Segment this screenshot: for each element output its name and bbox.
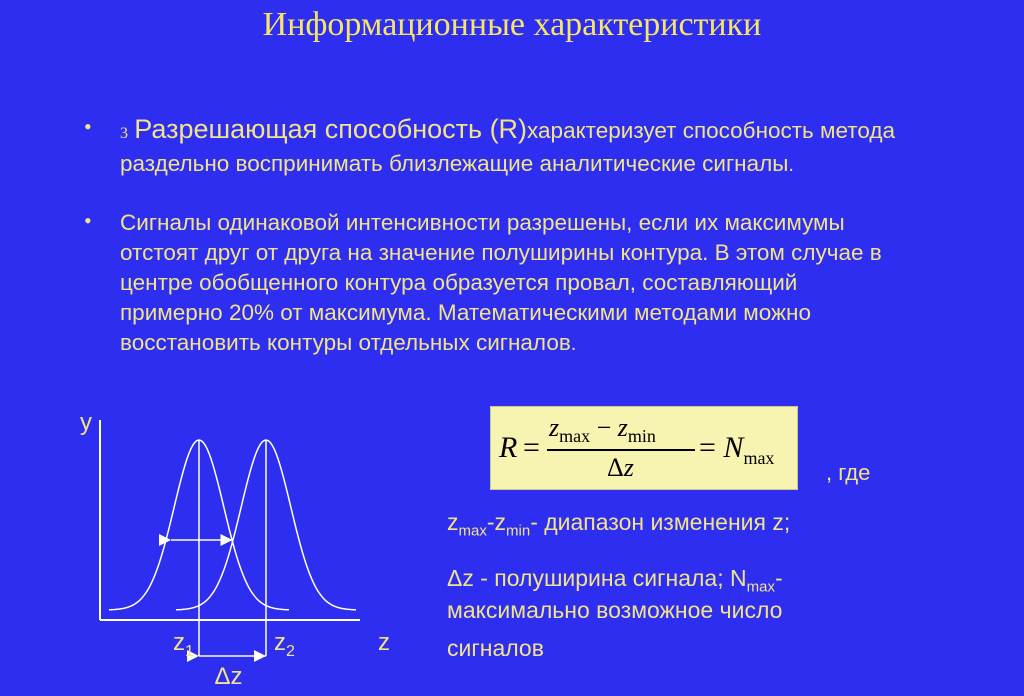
max-count-text: максимально возможное число xyxy=(447,597,783,623)
item-number: 3 xyxy=(120,125,128,142)
formula-denominator: Δz xyxy=(607,453,634,482)
y-axis-label: y xyxy=(80,409,92,436)
bullet-text xyxy=(120,208,904,359)
resolution-plot xyxy=(70,400,400,696)
resolution-formula xyxy=(490,406,798,490)
bullet-item xyxy=(84,114,904,180)
halfwidth-explanation: Δz - полуширина сигнала; $N_{max}-$ xyxy=(447,565,783,596)
bullet-text xyxy=(120,114,904,180)
where-text: , где xyxy=(826,460,871,485)
x-axis-label: z xyxy=(378,629,390,656)
resolution-explanation: Сигналы одинаковой интенсивности разрешены, если их максимумы отстоят друг от друга на значение полуширины контура. В этом случае в центре обобщенного контура образуется провал, составляющий примерно 20% от максимума. Математическими методами можно восстановить контуры отдельных сигналов xyxy=(120,210,882,355)
formula-rhs: = $N_{max}$ xyxy=(699,431,775,468)
term-resolution: Разрешающая способность (R) xyxy=(134,114,528,144)
range-explanation: $z_{max}-z_{min}-$ диапазон изменения z; xyxy=(447,509,791,540)
fraction-bar xyxy=(547,449,695,451)
delta-z-label: Δz xyxy=(214,663,243,690)
definition-dot: . xyxy=(788,154,794,176)
signals-text: сигналов xyxy=(447,635,544,661)
z2-label: $z_2$ xyxy=(274,629,295,660)
formula-numerator: $z_{max} - z_{min}$ xyxy=(549,413,656,447)
bullet-marker: • xyxy=(84,208,92,233)
formula-equals: = xyxy=(523,431,540,464)
explanation-dot: . xyxy=(570,333,577,355)
slide-title: Информационные характеристики xyxy=(262,6,762,43)
definition-text: характеризует способность метода раздельно воспринимать близлежащие аналитические сигналы xyxy=(120,118,895,176)
bullet-item xyxy=(84,208,904,359)
z1-label: $z_1$ xyxy=(173,629,194,660)
bullet-marker: • xyxy=(84,114,92,139)
formula-lhs: R xyxy=(499,431,518,464)
